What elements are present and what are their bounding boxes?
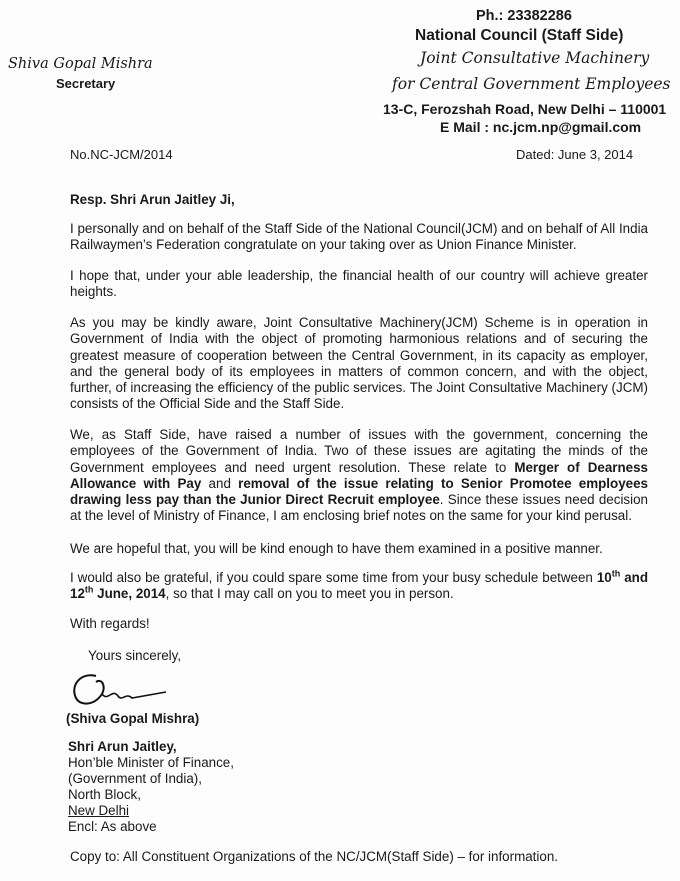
org-address: 13-C, Ferozshah Road, New Delhi – 110001 — [383, 101, 667, 117]
salutation: Resp. Shri Arun Jaitley Ji, — [70, 192, 235, 207]
paragraph-issues — [70, 427, 648, 525]
paragraph-hopeful: We are hopeful that, you will be kind enough to have them examined in a positive manner. — [70, 541, 603, 556]
issue-da-merger: Merger of Dearness Allowance with Pay — [70, 459, 648, 491]
recipient-line2: (Government of India), — [68, 771, 202, 786]
paragraph-congratulations: I personally and on behalf of the Staff Side of the National Council(JCM) and on behalf of All India Railwaymen’s Federation congratulate on your taking over as Union Finance Minister. — [70, 221, 648, 253]
phone-number: Ph.: 23382286 — [476, 8, 572, 24]
regards: With regards! — [70, 616, 150, 631]
org-subtitle-2: for Central Government Employees — [392, 75, 671, 93]
recipient-name: Shri Arun Jaitley, — [68, 739, 177, 754]
issues-text-d: . Since these issues need decision at the level of Ministry of Finance, I am enclosing brief notes on the same for your kind perusal. — [70, 492, 648, 524]
reference-number: No.NC-JCM/2014 — [70, 147, 173, 162]
enclosure: Encl: As above — [68, 819, 157, 834]
org-email: E Mail : nc.jcm.np@gmail.com — [440, 119, 642, 135]
paragraph-meeting-request — [70, 570, 648, 603]
paragraph-hope: I hope that, under your able leadership, the financial health of our country will achieve greater heights. — [70, 268, 648, 300]
recipient-line3: North Block, — [68, 787, 141, 802]
signature-mark — [66, 668, 176, 712]
meeting-text-a: I would also be grateful, if you could spare some time from your busy schedule between — [70, 570, 597, 585]
paragraph-jcm-scheme: As you may be kindly aware, Joint Consultative Machinery(JCM) Scheme is in operation in Government of India with the object of promoting harmonious relations and of securing the greatest measure of cooperation between the Central Government, in its capacity as employer, and the general body of its employees in matters of common concern, and with the object, further, of increasing the efficiency of the public services. The Joint Consultative Machinery (JCM) consists of the Official Side and the Staff Side. — [70, 315, 648, 412]
signatory-name: Shiva Gopal Mishra — [8, 56, 153, 72]
recipient-line1: Hon’ble Minister of Finance, — [68, 755, 234, 770]
signature-name: (Shiva Gopal Mishra) — [66, 711, 200, 726]
issues-text-a: We, as Staff Side, have raised a number of issues with the government, concerning the employees of the Government of India. Two of these issues are agitating the minds of the Government employees and need urgent resolution. These relate to — [70, 427, 648, 475]
org-subtitle: Joint Consultative Machinery — [420, 49, 650, 67]
recipient-city: New Delhi — [68, 803, 130, 818]
signatory-title: Secretary — [56, 76, 116, 91]
copy-to: Copy to: All Constituent Organizations of the NC/JCM(Staff Side) – for information. — [70, 849, 558, 864]
issue-senior-promotee: removal of the issue relating to Senior Promotee employees drawing less pay than the Junior Direct Recruit employee — [70, 475, 648, 508]
org-name: National Council (Staff Side) — [415, 27, 624, 44]
issues-text-c: and — [201, 475, 239, 491]
letter-date: Dated: June 3, 2014 — [516, 147, 634, 162]
meeting-date-start: 10th and 12th June, 2014 — [70, 568, 648, 602]
closing: Yours sincerely, — [88, 648, 182, 663]
meeting-text-e: , so that I may call on you to meet you in person. — [165, 586, 454, 602]
